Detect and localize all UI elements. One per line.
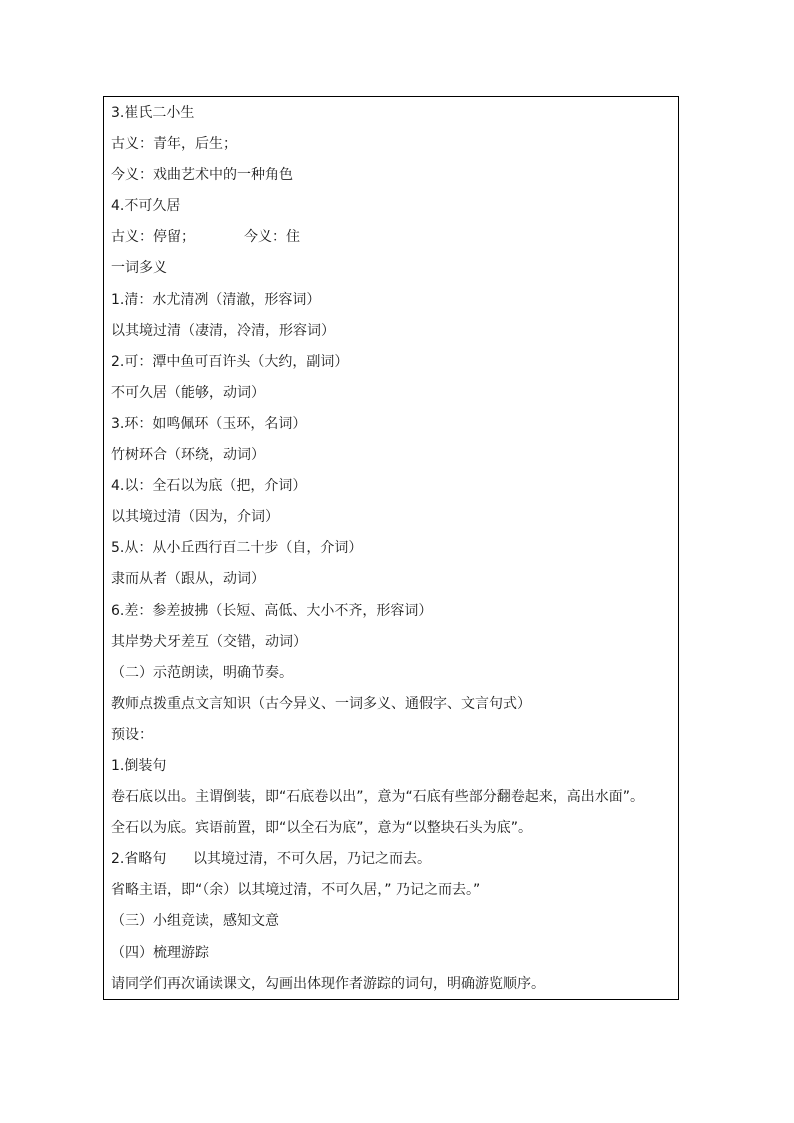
text-line: 竹树环合（环绕，动词） [111,447,265,464]
text-line: 3.环：如鸣佩环（玉环，名词） [111,415,307,432]
text-line: 5.从：从小丘西行百二十步（自，介词） [111,540,363,557]
text-line: 全石以为底。宾语前置，即“以全石为底”，意为“以整块石头为底”。 [111,820,533,837]
text-line: 以其境过清（凄清，冷清，形容词） [111,322,335,339]
text-line: 4.以：全石以为底（把，介词） [111,478,307,495]
text-line: 今义：戏曲艺术中的一种角色 [111,167,293,184]
content-table-cell [103,96,679,1000]
text-line: 其岸势犬牙差互（交错，动词） [111,633,307,650]
text-line: （三）小组竞读，感知文意 [111,913,279,930]
text-line: 1.清：水尤清冽（清澈，形容词） [111,291,321,308]
text-line: 教师点拨重点文言知识（古今异义、一词多义、通假字、文言句式） [111,695,531,712]
text-line: 4.不可久居 [111,198,181,215]
text-line: 不可久居（能够，动词） [111,384,265,401]
text-line: 1.倒装句 [111,757,167,774]
text-lines [111,97,674,1000]
text-line: （四）梳理游踪 [111,944,209,961]
text-line: （二）示范朗读，明确节奏。 [111,664,293,681]
text-line: 省略主语，即“（余）以其境过清，不可久居，” 乃记之而去。” [111,882,481,899]
text-line: 卷石底以出。主谓倒装，即“石底卷以出”，意为“石底有些部分翻卷起来，高出水面”。 [111,789,645,806]
text-line: 古义：青年，后生； [111,136,237,153]
text-line: 3.崔氏二小生 [111,105,195,121]
text-line: 请同学们再次诵读课文，勾画出体现作者游踪的词句，明确游览顺序。 [111,975,545,992]
text-line: 以其境过清（因为，介词） [111,509,279,526]
text-line: 古义：停留； 今义：住 [111,229,300,246]
text-line: 2.省略句 以其境过清，不可久居，乃记之而去。 [111,851,432,868]
text-line: 2.可：潭中鱼可百许头（大约，副词） [111,353,349,370]
text-line: 一词多义 [111,260,167,277]
text-line: 预设： [111,726,153,743]
text-line: 隶而从者（跟从，动词） [111,571,265,588]
text-line: 6.差：参差披拂（长短、高低、大小不齐，形容词） [111,602,433,619]
